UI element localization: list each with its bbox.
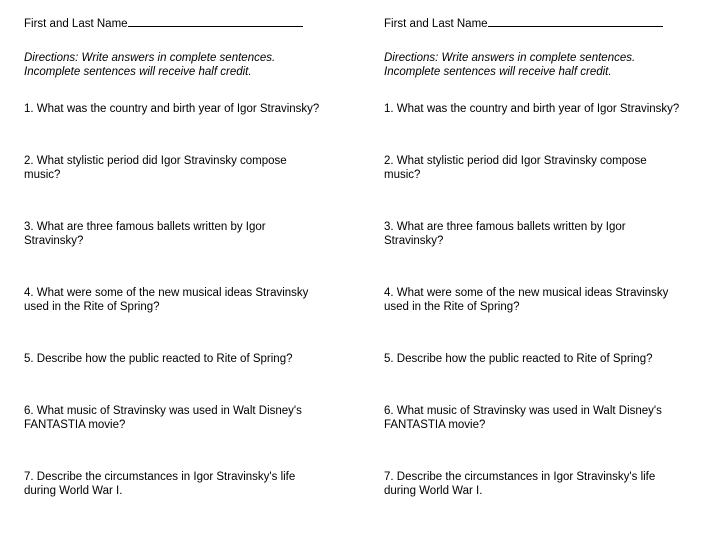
name-field[interactable] (24, 15, 354, 31)
directions (384, 51, 714, 79)
name-label: First and Last Name (384, 18, 488, 30)
directions (24, 51, 354, 79)
name-blank[interactable] (488, 15, 663, 27)
question-2: 2. What stylistic period did Igor Stravinsky compose music? (384, 155, 647, 181)
name-field[interactable] (384, 15, 714, 31)
question-5: 5. Describe how the public reacted to Rite of Spring? (384, 353, 653, 365)
question-3: 3. What are three famous ballets written by Igor Stravinsky? (24, 221, 266, 247)
question-6: 6. What music of Stravinsky was used in Walt Disney's FANTASTIA movie? (24, 405, 302, 431)
question-1: 1. What was the country and birth year of Igor Stravinsky? (24, 103, 320, 115)
question-1: 1. What was the country and birth year of Igor Stravinsky? (384, 103, 680, 115)
name-label: First and Last Name (24, 18, 128, 30)
question-5: 5. Describe how the public reacted to Rite of Spring? (24, 353, 293, 365)
directions-line-2: Incomplete sentences will receive half credit. (24, 66, 252, 78)
question-6: 6. What music of Stravinsky was used in Walt Disney's FANTASTIA movie? (384, 405, 662, 431)
question-7: 7. Describe the circumstances in Igor Stravinsky's life during World War I. (384, 471, 656, 497)
worksheet-copy-left (24, 0, 354, 540)
question-4: 4. What were some of the new musical ideas Stravinsky used in the Rite of Spring? (384, 287, 669, 313)
directions-line-1: Directions: Write answers in complete sentences. (384, 52, 636, 64)
directions-line-2: Incomplete sentences will receive half credit. (384, 66, 612, 78)
question-4: 4. What were some of the new musical ideas Stravinsky used in the Rite of Spring? (24, 287, 309, 313)
worksheet-copy-right (384, 0, 714, 540)
name-blank[interactable] (128, 15, 303, 27)
question-3: 3. What are three famous ballets written by Igor Stravinsky? (384, 221, 626, 247)
directions-line-1: Directions: Write answers in complete sentences. (24, 52, 276, 64)
question-2: 2. What stylistic period did Igor Stravinsky compose music? (24, 155, 287, 181)
question-7: 7. Describe the circumstances in Igor Stravinsky's life during World War I. (24, 471, 296, 497)
